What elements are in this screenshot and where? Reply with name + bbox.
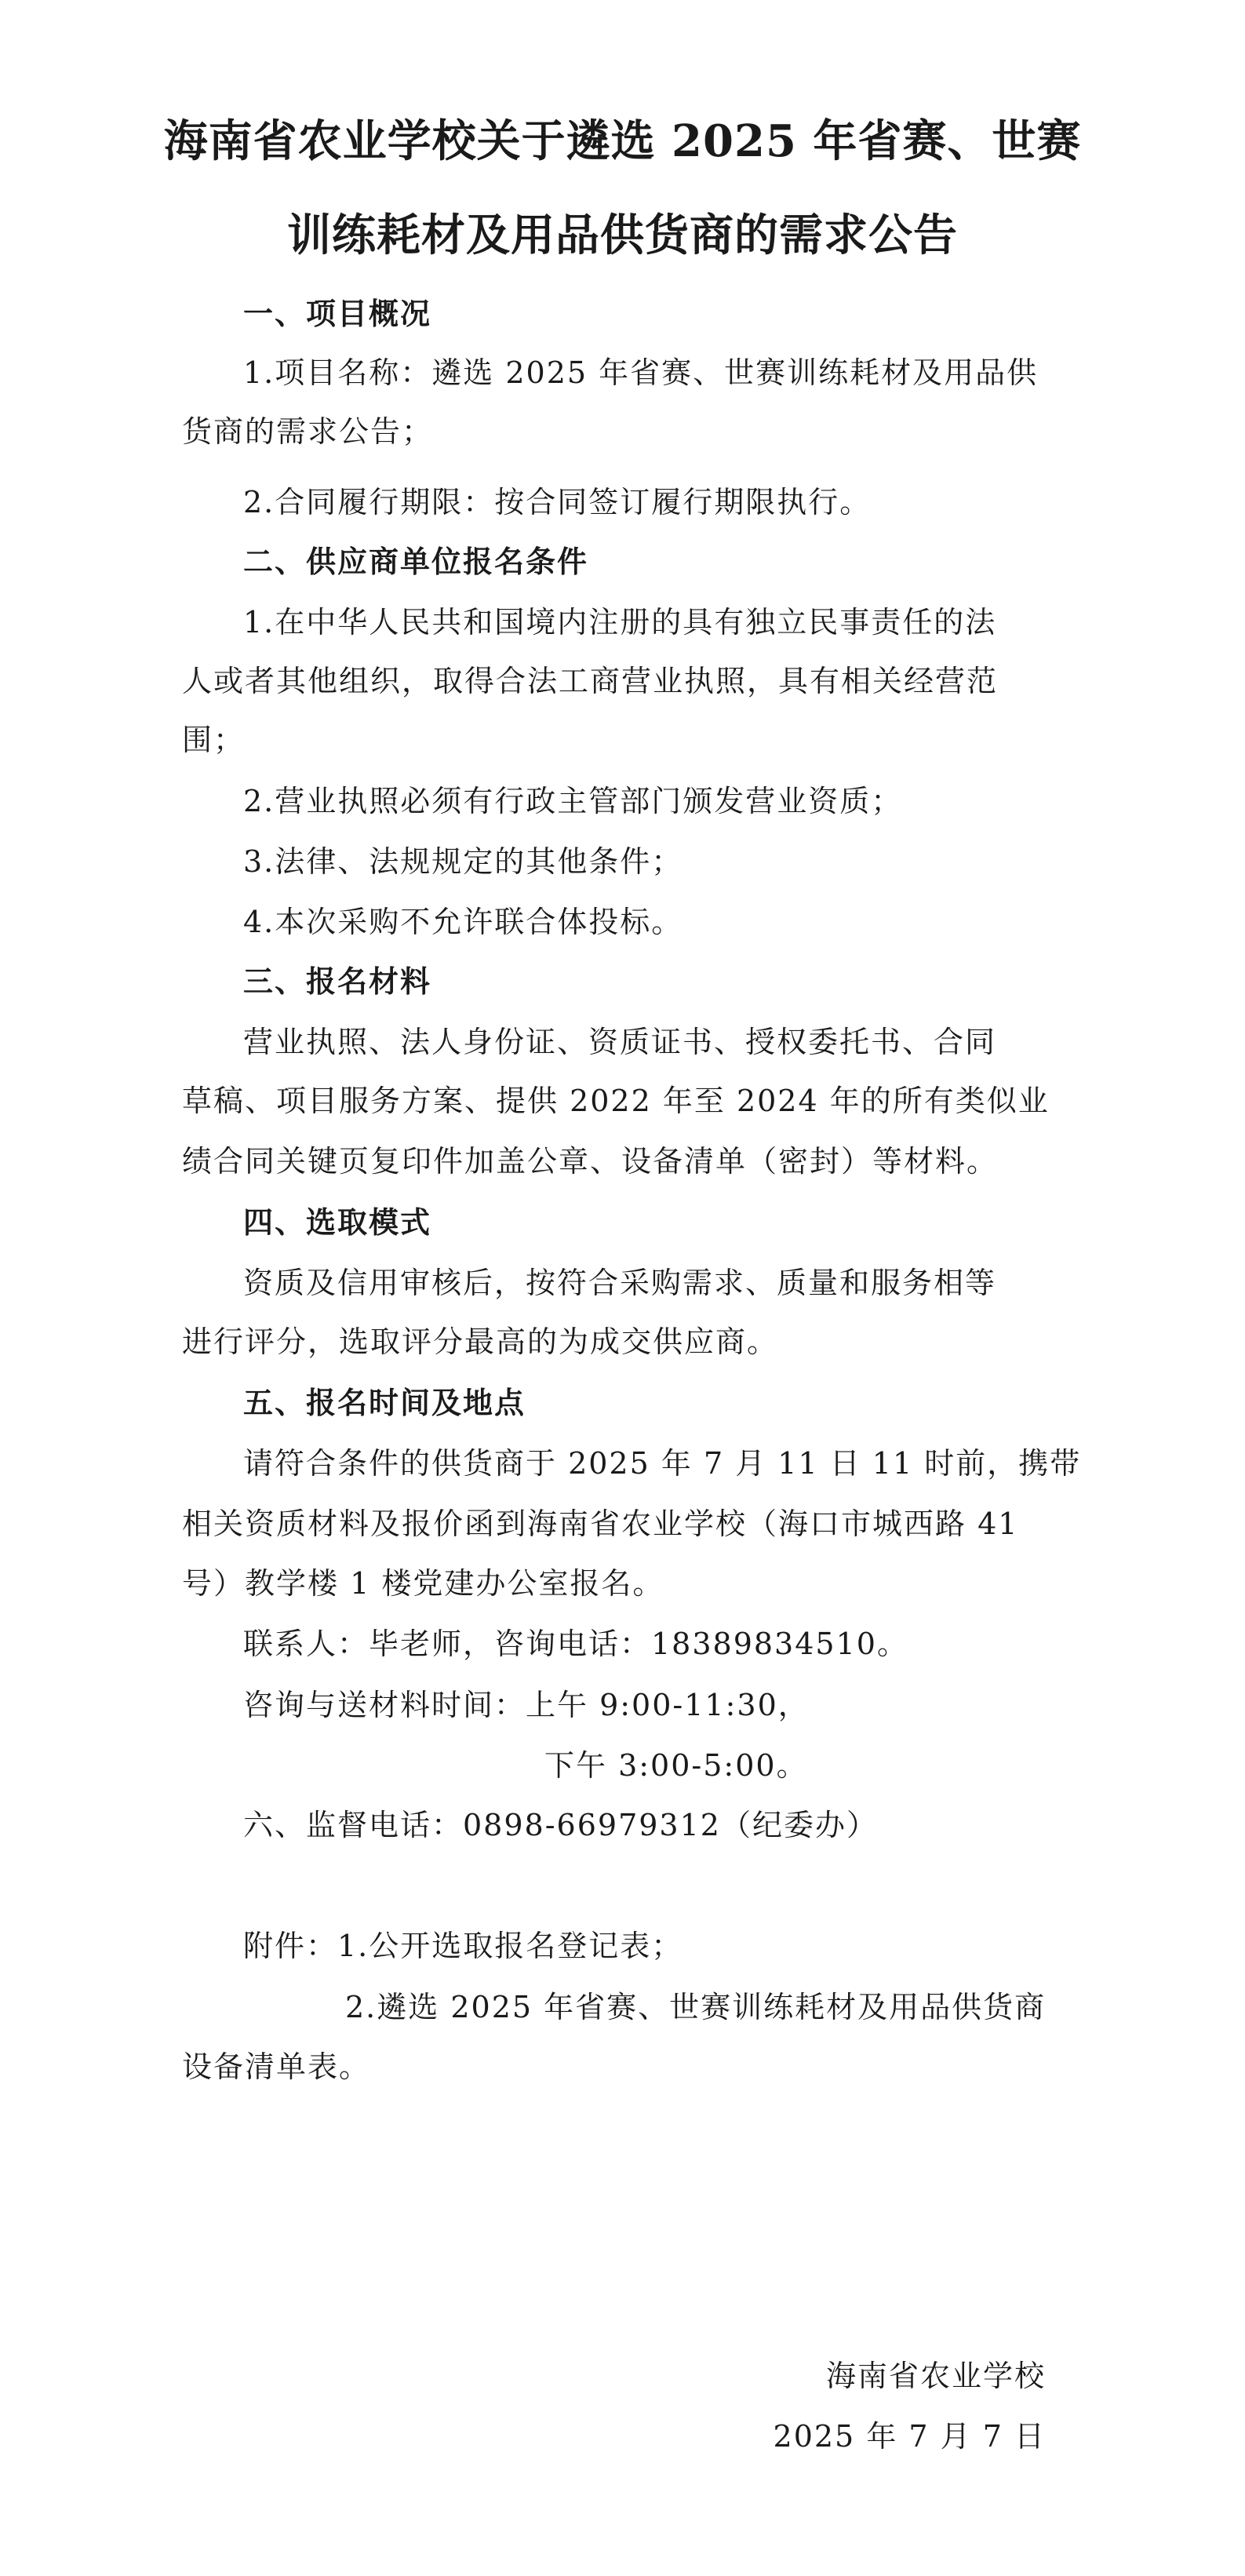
section-2-item-1-line-1: 1.在中华人民共和国境内注册的具有独立民事责任的法	[243, 605, 997, 639]
attachment-2-line-2: 设备清单表。	[182, 2050, 371, 2084]
section-5-time-morning: 咨询与送材料时间：上午 9:00-11:30，	[243, 1688, 810, 1722]
section-4-heading: 四、选取模式	[243, 1204, 432, 1240]
section-2-item-4: 4.本次采购不允许联合体投标。	[243, 905, 683, 939]
document-title-line-2: 训练耗材及用品供货商的需求公告	[287, 210, 958, 261]
section-3-text-line-2: 草稿、项目服务方案、提供 2022 年至 2024 年的所有类似业	[182, 1084, 1050, 1118]
signature-organization: 海南省农业学校	[825, 2359, 1046, 2393]
section-5-text-line-3: 号）教学楼 1 楼党建办公室报名。	[182, 1566, 664, 1601]
attachment-1: 附件：1.公开选取报名登记表；	[243, 1929, 683, 1963]
section-3-text-line-1: 营业执照、法人身份证、资质证书、授权委托书、合同	[243, 1025, 997, 1059]
section-4-text-line-1: 资质及信用审核后，按符合采购需求、质量和服务相等	[243, 1266, 997, 1300]
section-3-text-line-3: 绩合同关键页复印件加盖公章、设备清单（密封）等材料。	[182, 1144, 999, 1179]
section-2-item-1-line-2: 人或者其他组织，取得合法工商营业执照，具有相关经营范	[182, 664, 999, 698]
section-5-contact: 联系人：毕老师，咨询电话：18389834510。	[243, 1627, 908, 1661]
attachment-2-line-1: 2.遴选 2025 年省赛、世赛训练耗材及用品供货商	[345, 1990, 1047, 2024]
signature-date: 2025 年 7 月 7 日	[773, 2419, 1046, 2454]
section-5-text-line-2: 相关资质材料及报价函到海南省农业学校（海口市城西路 41	[182, 1507, 1019, 1541]
section-6-supervision-phone: 六、监督电话：0898-66979312（纪委办）	[243, 1808, 878, 1842]
section-4-text-line-2: 进行评分，选取评分最高的为成交供应商。	[182, 1324, 779, 1359]
section-2-item-3: 3.法律、法规规定的其他条件；	[243, 844, 683, 879]
section-3-heading: 三、报名材料	[243, 964, 432, 999]
section-5-time-afternoon: 下午 3:00-5:00。	[544, 1748, 808, 1783]
section-2-item-1-line-3: 围；	[182, 723, 246, 757]
section-1-item-1-line-2: 货商的需求公告；	[182, 414, 434, 449]
section-1-item-1-line-1: 1.项目名称：遴选 2025 年省赛、世赛训练耗材及用品供	[243, 355, 1039, 390]
section-1-heading: 一、项目概况	[243, 296, 432, 331]
section-2-heading: 二、供应商单位报名条件	[243, 544, 589, 579]
section-2-item-2: 2.营业执照必须有行政主管部门颁发营业资质；	[243, 784, 903, 818]
section-1-item-2: 2.合同履行期限：按合同签订履行期限执行。	[243, 485, 872, 519]
section-5-heading: 五、报名时间及地点	[243, 1385, 526, 1420]
document-title-line-1: 海南省农业学校关于遴选 2025 年省赛、世赛	[163, 115, 1082, 167]
section-5-text-line-1: 请符合条件的供货商于 2025 年 7 月 11 日 11 时前，携带	[243, 1446, 1082, 1481]
